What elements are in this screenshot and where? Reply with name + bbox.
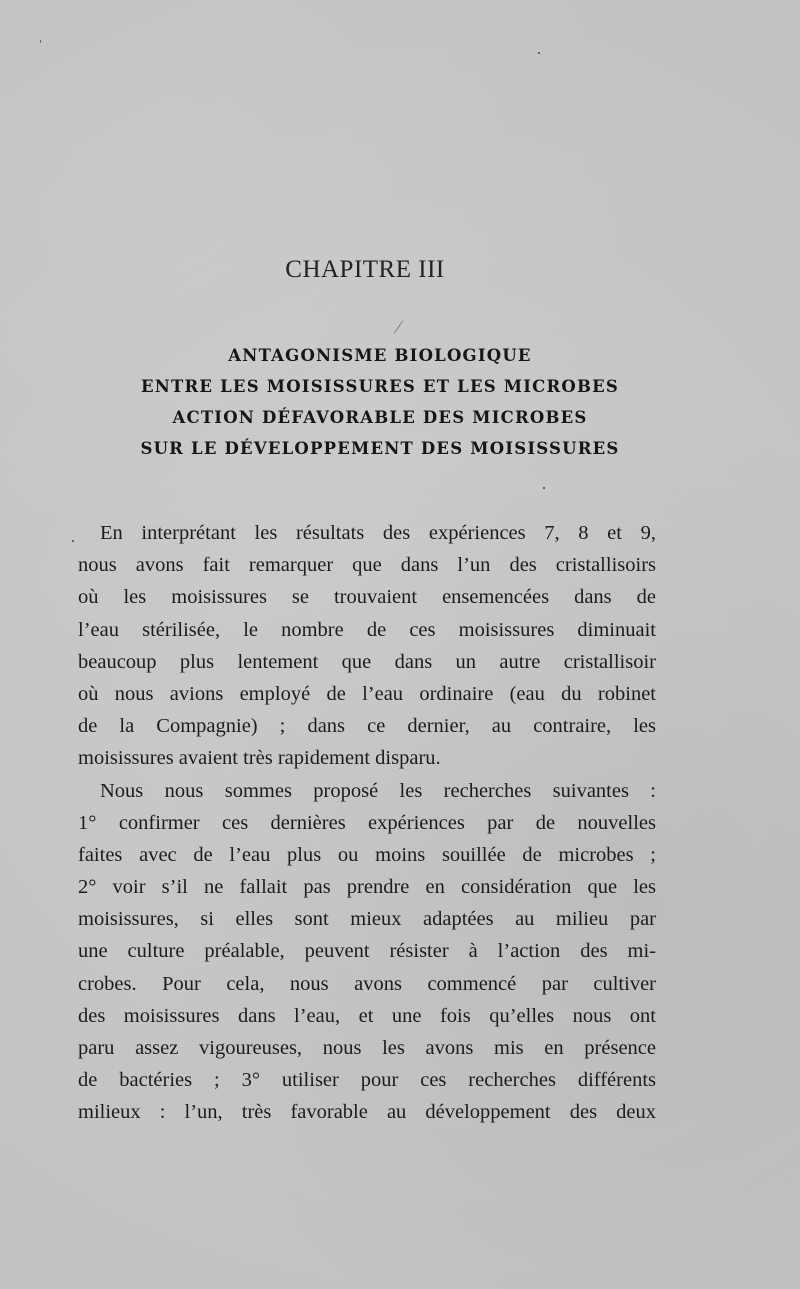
text-line: En interprétant les résultats des expériences 7, 8 et 9, [100,522,656,544]
paper-speck [393,319,404,334]
text-line: 1° confirmer ces dernières expériences par de nouvelles [78,811,656,834]
text-line: une culture préalable, peuvent résister à l’action des mi- [78,940,656,963]
text-line: milieux : l’un, très favorable au développement des deux [78,1101,656,1124]
text-line: où nous avions employé de l’eau ordinaire (eau du robinet [78,682,656,705]
paper-speck [40,40,41,43]
text-line: 2° voir s’il ne fallait pas prendre en considération que les [78,876,656,899]
paper-speck [538,52,540,54]
text-line: de la Compagnie) ; dans ce dernier, au contraire, les [78,715,656,738]
text-line: paru assez vigoureuses, nous les avons mis en présence [78,1037,656,1059]
chapter-heading [60,340,700,464]
heading-line: ENTRE LES MOISISSURES ET LES MICROBES [140,377,620,396]
heading-line: ACTION DÉFAVORABLE DES MICROBES [172,408,588,427]
body-text [78,517,656,1129]
text-line: Nous nous sommes proposé les recherches suivantes : [100,779,656,802]
text-line: crobes. Pour cela, nous avons commencé par cultiver [78,972,656,995]
text-line: où les moisissures se trouvaient ensemencées dans de [78,586,656,609]
text-line: de bactéries ; 3° utiliser pour ces recherches différents [78,1069,656,1092]
paper-speck [543,487,545,489]
text-line: moisissures avaient très rapidement disparu. [78,747,441,770]
paper-speck [72,540,74,542]
paragraph-2 [78,775,656,1129]
text-line: des moisissures dans l’eau, et une fois qu’elles nous ont [78,1004,656,1027]
chapter-title: CHAPITRE III [285,256,445,283]
heading-line: ANTAGONISME BIOLOGIQUE [228,346,532,365]
text-line: nous avons fait remarquer que dans l’un des cristallisoirs [78,554,656,577]
text-line: l’eau stérilisée, le nombre de ces moisissures diminuait [78,618,656,641]
heading-line: SUR LE DÉVELOPPEMENT DES MOISISSURES [140,439,620,458]
paragraph-1 [78,517,656,775]
text-line: beaucoup plus lentement que dans un autre cristallisoir [78,650,656,673]
text-line: moisissures, si elles sont mieux adaptées au milieu par [78,908,656,931]
text-line: faites avec de l’eau plus ou moins souillée de microbes ; [78,843,656,866]
